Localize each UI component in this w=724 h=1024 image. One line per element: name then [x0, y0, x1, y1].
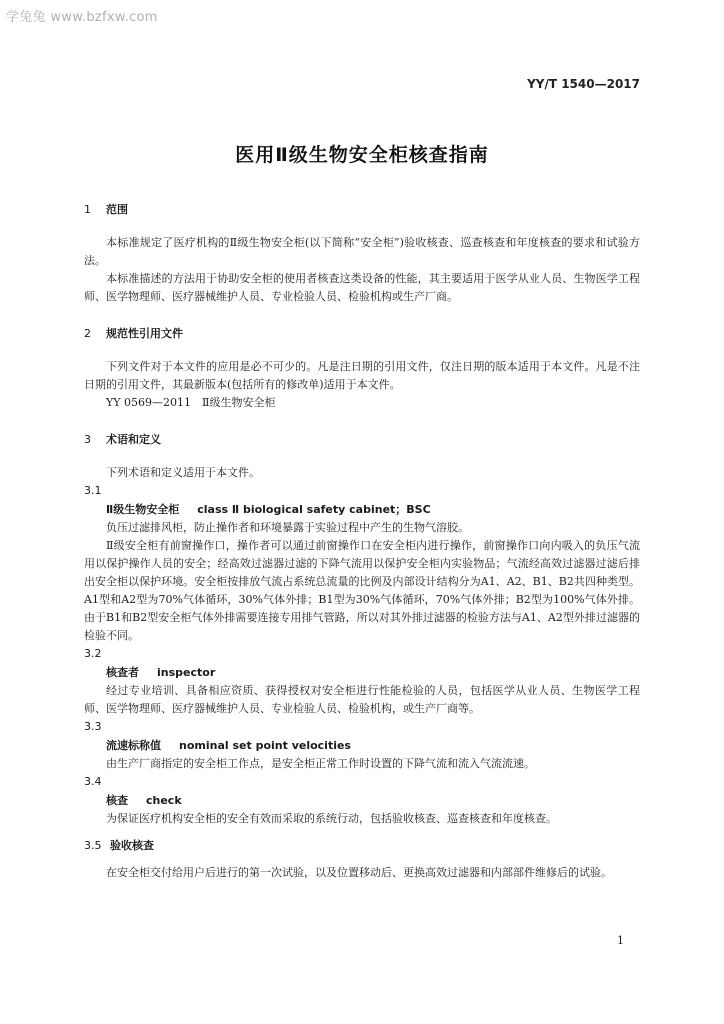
term-en: class Ⅱ biological safety cabinet；BSC [197, 503, 431, 516]
term-number: 3.2 [84, 647, 102, 660]
section-number: 1 [84, 203, 91, 216]
term-cn: 核查者 [106, 666, 139, 679]
section-title: 验收核查 [110, 839, 154, 852]
term-cn: 流速标称值 [106, 739, 161, 752]
term-definition: 为保证医疗机构安全柜的安全有效而采取的系统行动，包括验收核查、巡查核查和年度核查。 [106, 812, 557, 825]
section-title: 范围 [106, 203, 128, 216]
term-cn: 核查 [106, 794, 128, 807]
term-heading [84, 500, 640, 519]
section-2-heading [84, 324, 640, 344]
term-number: 3.1 [84, 484, 102, 497]
section-title: 术语和定义 [106, 433, 161, 446]
term-heading [84, 663, 640, 682]
term-definition: 由生产厂商指定的安全柜工作点，是安全柜正常工作时设置的下降气流和流入气流流速。 [106, 757, 535, 770]
section-1-heading [84, 200, 640, 220]
term-definition: 经过专业培训、具备相应资质、获得授权对安全柜进行性能检验的人员，包括医学从业人员、生物医学工程师、医学物理师、医疗器械维护人员、专业检验人员、检验机构，或生产厂商等。 [84, 684, 640, 715]
section-number: 2 [84, 327, 91, 340]
term-number: 3.4 [84, 775, 102, 788]
document-title: 医用Ⅱ级生物安全柜核查指南 [235, 144, 489, 166]
term-en: inspector [157, 666, 216, 679]
standard-code: YY/T 1540—2017 [527, 77, 640, 91]
reference-item: YY 0569—2011 Ⅱ级生物安全柜 [106, 396, 276, 409]
term-note: Ⅱ级安全柜有前窗操作口，操作者可以通过前窗操作口在安全柜内进行操作，前窗操作口向内吸入的负压气流用以保护操作人员的安全；经高效过滤器过滤的下降气流用以保护安全柜内实验物品；气流经高效过滤器过滤后排出安全柜以保护环境。安全柜按排放气流占系统总流量的比例及内部设计结构分为A1、A2、B1、B2共四种类型。A1型和A2型为70%气体循环，30%气体外排；B1型为30%气体循环，70%气体外排；B2型为100%气体外排。由于B1和B2型安全柜气体外排需要连接专用排气管路，所以对其外排过滤器的检验方法与A1、A2型外排过滤器的检验不同。 [84, 539, 640, 642]
references-paragraph: 下列文件对于本文件的应用是必不可少的。凡是注日期的引用文件，仅注日期的版本适用于本文件。凡是不注日期的引用文件，其最新版本(包括所有的修改单)适用于本文件。 [84, 360, 640, 391]
term-en: nominal set point velocities [179, 739, 351, 752]
section-number: 3.5 [84, 839, 102, 852]
document-body [84, 200, 640, 882]
term-en: check [146, 794, 182, 807]
term-cn: Ⅱ级生物安全柜 [106, 503, 180, 516]
section-3-heading [84, 430, 640, 450]
term-number: 3.3 [84, 720, 102, 733]
term-heading [84, 791, 640, 810]
section-title: 规范性引用文件 [106, 327, 183, 340]
term-definition: 在安全柜交付给用户后进行的第一次试验，以及位置移动后、更换高效过滤器和内部部件维修后的试验。 [106, 866, 612, 879]
watermark: 学兔兔 www.bzfxw.com [6, 10, 158, 25]
term-definition: 负压过滤排风柜，防止操作者和环境暴露于实验过程中产生的生物气溶胶。 [106, 521, 469, 534]
scope-paragraph-1: 本标准规定了医疗机构的Ⅱ级生物安全柜(以下简称“安全柜”)验收核查、巡查核查和年度核查的要求和试验方法。 [84, 236, 640, 267]
term-heading [84, 736, 640, 755]
page-number: 1 [617, 934, 624, 947]
section-number: 3 [84, 433, 91, 446]
terms-intro: 下列术语和定义适用于本文件。 [106, 466, 260, 479]
scope-paragraph-2: 本标准描述的方法用于协助安全柜的使用者核查这类设备的性能，其主要适用于医学从业人员、生物医学工程师、医学物理师、医疗器械维护人员、专业检验人员、检验机构或生产厂商。 [84, 272, 640, 303]
subsection-3-5-heading [84, 836, 640, 856]
